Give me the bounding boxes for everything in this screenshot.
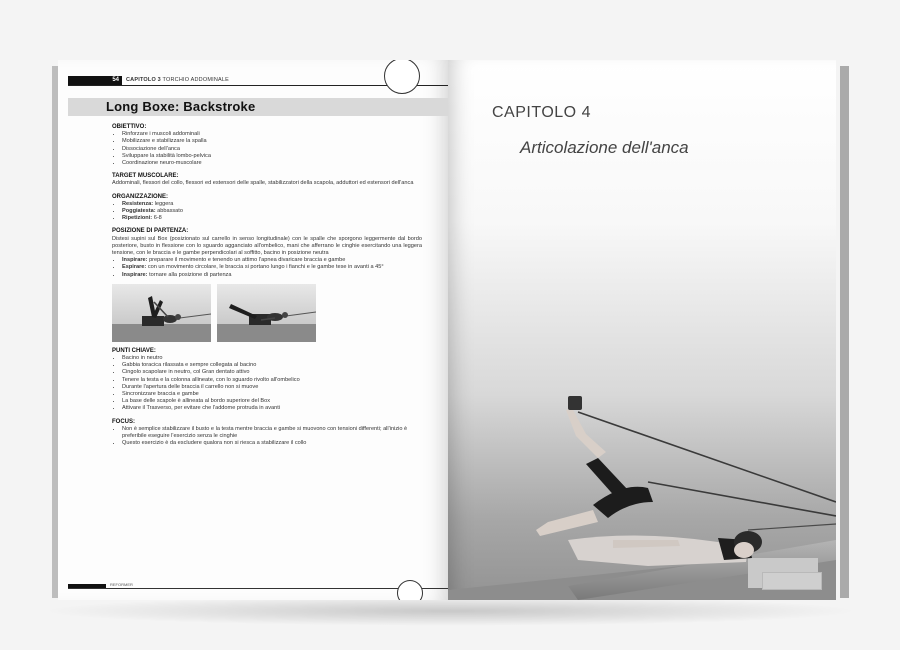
item-label: Poggiatesta:: [122, 208, 156, 215]
header-chapter-title: TORCHIO ADDOMINALE: [162, 77, 229, 83]
chapter-subtitle: Articolazione dell'anca: [520, 138, 689, 157]
item-label: Inspirare:: [122, 271, 148, 278]
item-label: Ripetizioni:: [122, 215, 153, 222]
list-item: • Cingolo scapolare in neutro, col Gran dentato attivo: [122, 369, 422, 376]
organizzazione-heading: ORGANIZZAZIONE:: [112, 193, 168, 200]
list-item: • Bacino in neutro: [122, 355, 422, 362]
posizione-list: [112, 257, 422, 279]
organizzazione-list: [112, 201, 422, 223]
exercise-photos: [112, 284, 422, 342]
list-item: • Gabbia toracica rilassata e sempre collegata al bacino: [122, 362, 422, 369]
list-item: • Durante l'apertura delle braccia il carrello non si muove: [122, 384, 422, 391]
header-chapter-label: CAPITOLO 3: [126, 77, 161, 83]
item-value: 6-8: [153, 215, 162, 222]
list-item: • Sviluppare la stabilità lombo-pelvica: [122, 153, 422, 160]
target-text: Addominali, flessori del collo, flessori ed estensori delle spalle, stabilizzatori della scapola, adduttori ed estensori dell'anca: [112, 180, 414, 187]
item-label: Inspirare:: [122, 257, 148, 264]
list-item: [122, 264, 422, 271]
list-item: [122, 208, 422, 215]
list-item: [122, 272, 422, 279]
exercise-photo-start: [112, 284, 211, 342]
exercise-body: [112, 124, 422, 448]
posizione-heading: POSIZIONE DI PARTENZA:: [112, 228, 189, 235]
reformer-label-plate: [762, 572, 822, 590]
item-value: leggera: [154, 200, 174, 207]
item-value: tornare alla posizione di partenza: [149, 271, 232, 278]
right-page: [448, 60, 836, 600]
header-chapter: [126, 76, 229, 85]
footer-rule: [68, 588, 448, 589]
obiettivo-list: [112, 131, 422, 167]
page-number: 54: [68, 76, 122, 85]
focus-heading: FOCUS:: [112, 418, 135, 425]
list-item: • Tenere la testa e la colonna allineate, con lo sguardo rivolto all'ombelico: [122, 377, 422, 384]
list-item: • La base delle scapole è allineata al bordo superiore del Box: [122, 398, 422, 405]
list-item: • Mobilizzare e stabilizzare la spalla: [122, 138, 422, 145]
list-item: • Sincronizzare braccia e gambe: [122, 391, 422, 398]
chapter-photo: [448, 390, 836, 600]
item-label: Resistenza:: [122, 200, 154, 207]
obiettivo-heading: OBIETTIVO:: [112, 124, 147, 130]
chapter-heading: CAPITOLO 4: [492, 104, 591, 121]
item-value: preparare il movimento e tenendo un attimo l'apnea divaricare braccia e gambe: [149, 257, 346, 264]
page-title: Long Boxe: Backstroke: [106, 99, 256, 114]
list-item: • Questo esercizio è da escludere qualora non si riesca a stabilizzare il collo: [122, 440, 422, 447]
item-value: abbassato: [157, 208, 183, 215]
list-item: • Attivare il Trasverso, per evitare che l'addome protruda in avanti: [122, 405, 422, 412]
list-item: [122, 257, 422, 264]
punti-list: [112, 355, 422, 413]
focus-list: [112, 426, 422, 448]
header-circle-ornament: [384, 60, 420, 94]
list-item: • Non è semplice stabilizzare il busto e la testa mentre braccia e gambe si muovono con tensioni differenti; all'inizio è preferibile eseguire l'esercizio senza le cinghie: [122, 426, 422, 440]
list-item: • Coordinazione neuro-muscolare: [122, 160, 422, 167]
list-item: • Dissociazione dell'anca: [122, 146, 422, 153]
book-shadow: [40, 596, 860, 626]
list-item: • Rinforzare i muscoli addominali: [122, 131, 422, 138]
list-item: [122, 215, 422, 222]
posizione-text: Distesi supini sul Box (posizionato sul carrello in senso longitudinale) con le spalle che sporgono leggermente dal bordo posteriore, busto in flessione con lo sguardo agganciato all'ombelico, mani che afferrano le cinghie esercitando una leggera tensione, con le braccia e le gambe perpendicolari al soffitto, bacino in posizione neutra: [112, 235, 422, 257]
left-page: [58, 60, 448, 600]
item-value: con un movimento circolare, le braccia si portano lungo i fianchi e le gambe tese in avanti a 45°: [147, 264, 384, 271]
footer-circle-ornament: [397, 580, 423, 600]
item-label: Espirare:: [122, 264, 147, 271]
right-page-edges: [840, 66, 849, 598]
exercise-photo-end: [217, 284, 316, 342]
punti-heading: PUNTI CHIAVE:: [112, 347, 156, 354]
list-item: [122, 201, 422, 208]
footer-text: REFORMER: [110, 582, 133, 587]
target-heading: TARGET MUSCOLARE:: [112, 173, 179, 180]
